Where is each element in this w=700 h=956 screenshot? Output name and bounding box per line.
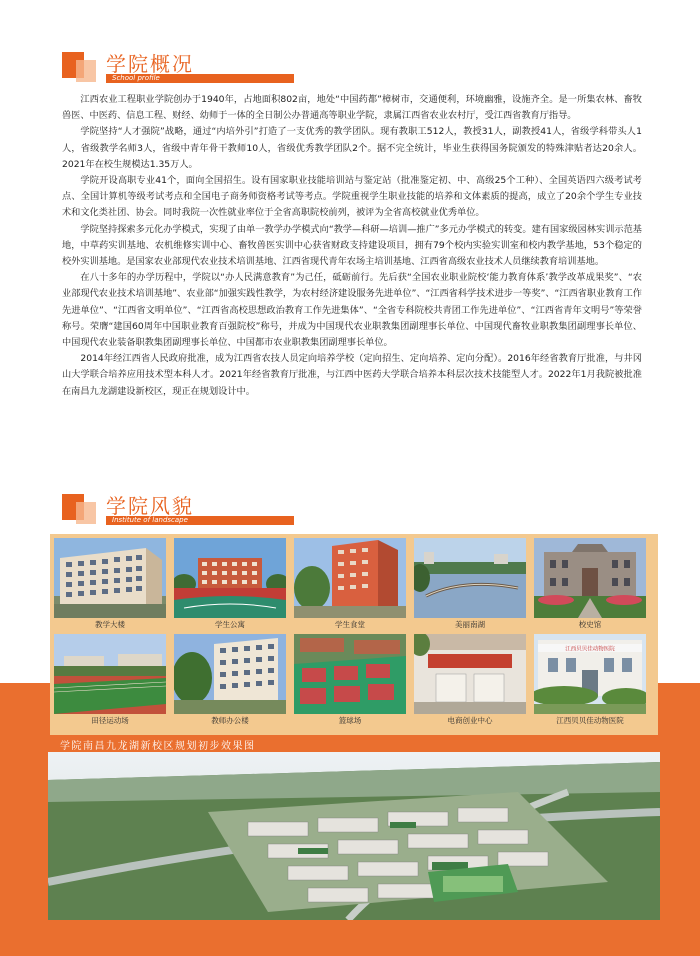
photo-sports-field[interactable] [54, 634, 166, 731]
photo-history-museum[interactable] [534, 538, 646, 635]
photo-ecommerce-center[interactable] [414, 634, 526, 731]
photo-student-canteen[interactable] [294, 538, 406, 635]
basketball-court-image [294, 634, 406, 714]
photo-caption: 田径运动场 [91, 716, 129, 725]
student-apartment-image [174, 538, 286, 618]
photo-animal-hospital[interactable] [534, 634, 646, 731]
paragraph: 在八十多年的办学历程中，学院以“办人民满意教育”为己任，砥砺前行。先后获“全国农业职业院校‘能力教育体系’教学改革成果奖”、“农业部现代农业技术培训基地”、农业部“加强实践性教学，为农村经济建设服务先进单位”、“江西省科学技术进步一等奖”、“江西省职业教育工作先进单位”、“江西省文明单位”、“江西省高校思想政治教育工作先进集体”、“全省专科院校共青团工作先进单位”、“江西省青年文明号”等荣誉称号。荣膺“建国60周年中国职业教育百强院校”称号，并成为中国现代农业职教集团副理事长单位、中国现代畜牧业职教集团副理事长单位、中国现代农业装备职教集团副理事长单位、中国都市农业职教集团副理事长单位。 [62, 272, 642, 349]
hospital-sign-text: 江西贝贝佳动物医院 [565, 646, 615, 653]
photo-basketball-court[interactable] [294, 634, 406, 731]
photo-south-lake[interactable] [414, 538, 526, 635]
photo-caption: 学生食堂 [335, 620, 365, 629]
student-canteen-image [294, 538, 406, 618]
photo-caption: 教师办公楼 [211, 716, 249, 725]
history-museum-image [534, 538, 646, 618]
ecommerce-center-image [414, 634, 526, 714]
photo-caption: 美丽南湖 [455, 620, 485, 629]
header-square-light [76, 502, 96, 524]
photo-caption: 学生公寓 [215, 620, 245, 629]
campus-photo-panel [50, 534, 658, 735]
paragraph: 学院坚持探索多元化办学模式，实现了由单一教学办学模式向“教学—科研—培训—推广”多元办学模式的转变。建有国家级园林实训示范基地，中草药实训基地、农机维修实训中心、畜牧兽医实训中心获省财政支持建设项目，拥有79个校内实验实训室和校内教学基地，53个稳定的校外实训基地。是国家农业部现代农业技术培训基地、江西省现代青年农场主培训基地、江西省高级农业技术人员继续教育培训基地。 [62, 223, 642, 268]
teaching-building-image [54, 538, 166, 618]
animal-hospital-image [534, 634, 646, 714]
sports-field-image [54, 634, 166, 714]
section-subtitle: Institute of landscape [106, 516, 294, 525]
photo-caption: 教学大楼 [95, 620, 125, 629]
paragraph: 2014年经江西省人民政府批准，成为江西省农技人员定向培养学校（定向招生、定向培养、定向分配）。2016年经省教育厅批准，与井冈山大学联合培养应用技术型本科人才。2021年经省教育厅批准，与江西中医药大学联合培养本科层次技术技能型人才。2022年1月我院被批准在南昌九龙湖建设新校区，现正在规划设计中。 [62, 353, 642, 397]
section-title: 学院概况 [106, 52, 194, 76]
photo-teaching-building[interactable] [54, 538, 166, 635]
new-campus-aerial-rendering[interactable] [48, 752, 660, 920]
photo-teacher-office[interactable] [174, 634, 286, 731]
paragraph: 江西农业工程职业学院创办于1940年，占地面积802亩，地处“中国药都”樟树市，交通便利，环境幽雅，设施齐全。是一所集农林、畜牧兽医、中医药、信息工程、财经、幼师于一体的全日制公办普通高等职业学院，隶属江西省农业农村厅，受江西省教育厅指导。 [62, 94, 642, 122]
header-square-light [76, 60, 96, 82]
aerial-caption: 学院南昌九龙湖新校区规划初步效果图 [60, 741, 256, 752]
overview-body [62, 92, 642, 400]
paragraph: 学院坚持“人才强院”战略，通过“内培外引”打造了一支优秀的教学团队。现有教职工512人，教授31人，副教授41人，省级学科带头人1人，省级教学名师3人，省级中青年骨干教师10人，省级优秀教学团队2个。据不完全统计，毕业生获得国务院颁发的特殊津贴者达20余人。2021年在校生规模达1.35万人。 [62, 126, 642, 170]
paragraph: 学院开设高职专业41个，面向全国招生。设有国家职业技能培训站与鉴定站（批准鉴定初、中、高级25个工种）、全国英语四六级考试考点、全国计算机等级考试考点和全国电子商务师资格考试等考点。学院重视学生职业技能的培养和文体素质的提高，成立了20余个学生专业技术和文化类社团、协会。同时我院一次性就业率位于全省高职院校前列，被评为全省高校就业优秀单位。 [62, 175, 642, 219]
section-subtitle: School profile [106, 74, 294, 83]
photo-caption: 校史馆 [578, 620, 602, 629]
south-lake-image [414, 538, 526, 618]
section-title: 学院风貌 [106, 494, 194, 518]
teacher-office-image [174, 634, 286, 714]
photo-caption: 篮球场 [338, 716, 362, 725]
photo-student-apartment[interactable] [174, 538, 286, 635]
photo-caption: 江西贝贝佳动物医院 [556, 716, 624, 725]
photo-caption: 电商创业中心 [447, 716, 493, 725]
